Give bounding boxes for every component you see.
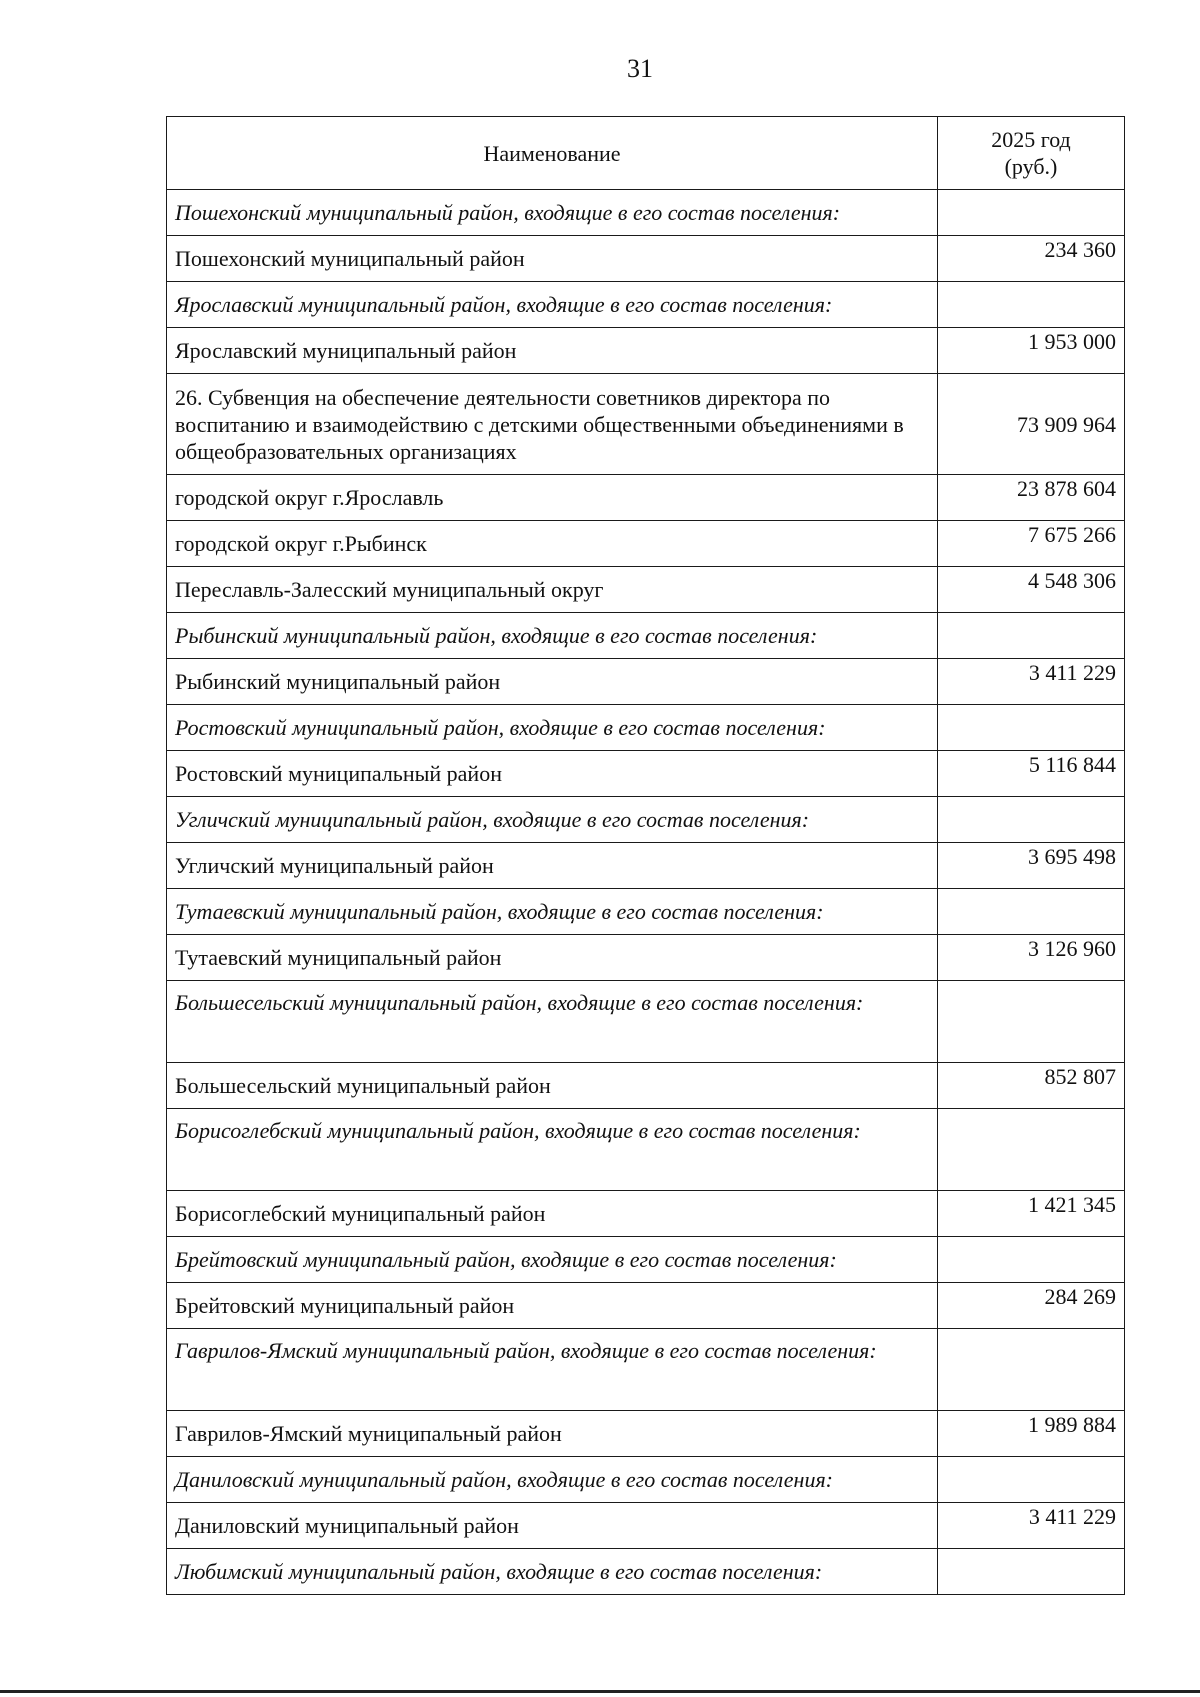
column-header-year bbox=[938, 117, 1125, 190]
row-amount bbox=[938, 282, 1125, 328]
table-row bbox=[167, 567, 1125, 613]
row-name: Любимский муниципальный район, входящие в его состав поселения: bbox=[167, 1549, 938, 1595]
section-total: 73 909 964 bbox=[938, 374, 1125, 475]
row-amount: 3 695 498 bbox=[938, 843, 1125, 889]
row-amount: 1 989 884 bbox=[938, 1411, 1125, 1457]
row-name: Ростовский муниципальный район bbox=[167, 751, 938, 797]
table-row bbox=[167, 1191, 1125, 1237]
table-row bbox=[167, 751, 1125, 797]
row-amount: 1 421 345 bbox=[938, 1191, 1125, 1237]
section-title: 26. Субвенция на обеспечение деятельности советников директора по воспитанию и взаимодействию с детскими общественными объединениями в общеобразовательных организациях bbox=[167, 374, 938, 475]
row-name: Тутаевский муниципальный район, входящие в его состав поселения: bbox=[167, 889, 938, 935]
table-row bbox=[167, 659, 1125, 705]
column-header-unit: (руб.) bbox=[1004, 154, 1058, 179]
row-amount bbox=[938, 1329, 1125, 1411]
table-row bbox=[167, 705, 1125, 751]
table-row bbox=[167, 1109, 1125, 1191]
row-name: Угличский муниципальный район, входящие в его состав поселения: bbox=[167, 797, 938, 843]
table-header-row bbox=[167, 117, 1125, 190]
row-name: Ростовский муниципальный район, входящие в его состав поселения: bbox=[167, 705, 938, 751]
row-amount bbox=[938, 1109, 1125, 1191]
table-row bbox=[167, 797, 1125, 843]
row-name: Брейтовский муниципальный район bbox=[167, 1283, 938, 1329]
row-amount: 5 116 844 bbox=[938, 751, 1125, 797]
row-amount bbox=[938, 889, 1125, 935]
row-name: городской округ г.Ярославль bbox=[167, 475, 938, 521]
table-row bbox=[167, 1457, 1125, 1503]
table-row bbox=[167, 889, 1125, 935]
row-amount bbox=[938, 981, 1125, 1063]
row-amount: 23 878 604 bbox=[938, 475, 1125, 521]
row-name: Пошехонский муниципальный район, входящие в его состав поселения: bbox=[167, 190, 938, 236]
table-row bbox=[167, 282, 1125, 328]
row-amount: 3 411 229 bbox=[938, 1503, 1125, 1549]
row-name: Даниловский муниципальный район bbox=[167, 1503, 938, 1549]
row-name: Борисоглебский муниципальный район bbox=[167, 1191, 938, 1237]
row-name: городской округ г.Рыбинск bbox=[167, 521, 938, 567]
row-amount bbox=[938, 1457, 1125, 1503]
table-row bbox=[167, 613, 1125, 659]
table-row bbox=[167, 1549, 1125, 1595]
table-row bbox=[167, 521, 1125, 567]
table-row bbox=[167, 190, 1125, 236]
row-amount bbox=[938, 705, 1125, 751]
row-name: Большесельский муниципальный район, входящие в его состав поселения: bbox=[167, 981, 938, 1063]
page-number: 31 bbox=[627, 54, 653, 83]
scan-bottom-edge bbox=[0, 1690, 1200, 1693]
row-amount: 3 411 229 bbox=[938, 659, 1125, 705]
table-row bbox=[167, 935, 1125, 981]
column-header-year-label: 2025 год bbox=[991, 127, 1071, 152]
table-row bbox=[167, 1329, 1125, 1411]
table-row bbox=[167, 236, 1125, 282]
row-amount: 7 675 266 bbox=[938, 521, 1125, 567]
table-row bbox=[167, 1237, 1125, 1283]
row-amount: 852 807 bbox=[938, 1063, 1125, 1109]
row-amount: 3 126 960 bbox=[938, 935, 1125, 981]
row-name: Пошехонский муниципальный район bbox=[167, 236, 938, 282]
row-amount: 284 269 bbox=[938, 1283, 1125, 1329]
row-amount bbox=[938, 613, 1125, 659]
row-amount bbox=[938, 190, 1125, 236]
budget-table bbox=[166, 116, 1125, 1595]
row-name: Рыбинский муниципальный район, входящие в его состав поселения: bbox=[167, 613, 938, 659]
row-amount: 4 548 306 bbox=[938, 567, 1125, 613]
table-row bbox=[167, 1411, 1125, 1457]
section-row bbox=[167, 374, 1125, 475]
row-name: Борисоглебский муниципальный район, входящие в его состав поселения: bbox=[167, 1109, 938, 1191]
row-name: Ярославский муниципальный район, входящие в его состав поселения: bbox=[167, 282, 938, 328]
row-name: Даниловский муниципальный район, входящие в его состав поселения: bbox=[167, 1457, 938, 1503]
table-row bbox=[167, 1503, 1125, 1549]
row-amount bbox=[938, 1549, 1125, 1595]
table-row bbox=[167, 328, 1125, 374]
table-row bbox=[167, 475, 1125, 521]
row-name: Угличский муниципальный район bbox=[167, 843, 938, 889]
row-name: Гаврилов-Ямский муниципальный район, входящие в его состав поселения: bbox=[167, 1329, 938, 1411]
row-name: Переславль-Залесский муниципальный округ bbox=[167, 567, 938, 613]
row-name: Большесельский муниципальный район bbox=[167, 1063, 938, 1109]
row-amount bbox=[938, 797, 1125, 843]
row-name: Рыбинский муниципальный район bbox=[167, 659, 938, 705]
row-name: Гаврилов-Ямский муниципальный район bbox=[167, 1411, 938, 1457]
row-amount: 234 360 bbox=[938, 236, 1125, 282]
row-amount bbox=[938, 1237, 1125, 1283]
row-name: Брейтовский муниципальный район, входящие в его состав поселения: bbox=[167, 1237, 938, 1283]
table-row bbox=[167, 1283, 1125, 1329]
row-amount: 1 953 000 bbox=[938, 328, 1125, 374]
column-header-name: Наименование bbox=[167, 117, 938, 190]
row-name: Ярославский муниципальный район bbox=[167, 328, 938, 374]
table-row bbox=[167, 981, 1125, 1063]
table-row bbox=[167, 843, 1125, 889]
table-row bbox=[167, 1063, 1125, 1109]
row-name: Тутаевский муниципальный район bbox=[167, 935, 938, 981]
